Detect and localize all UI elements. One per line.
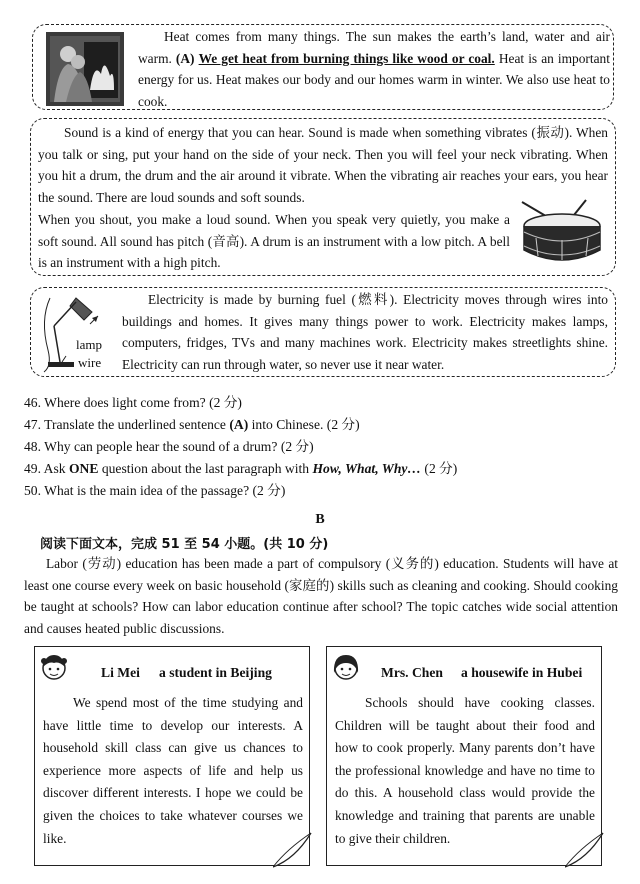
question-49-post: (2 分) xyxy=(421,461,458,476)
question-47 xyxy=(24,414,360,436)
question-47-pre: 47. Translate the underlined sentence xyxy=(24,417,230,432)
question-49-bolditalic: How, What, Why… xyxy=(312,461,422,476)
question-47-marker: (A) xyxy=(229,417,249,432)
page-curl-icon xyxy=(565,829,605,869)
question-50: 50. What is the main idea of the passage? (2 分) xyxy=(24,483,286,498)
question-49-mid: question about the last paragraph with xyxy=(98,461,313,476)
lamp-label: lamp xyxy=(76,337,102,352)
heat-underlined-sentence: We get heat from burning things like wood or coal. xyxy=(198,50,495,66)
question-47-post: into Chinese. (2 分) xyxy=(248,417,360,432)
question-49-pre: 49. Ask xyxy=(24,461,69,476)
wire-label: wire xyxy=(78,355,102,370)
card-li-mei xyxy=(34,646,310,866)
card-li-mei-role: a student in Beijing xyxy=(159,665,272,680)
girl-avatar-icon xyxy=(39,651,69,683)
card-mrs-chen xyxy=(326,646,602,866)
question-48: 48. Why can people hear the sound of a drum? (2 分) xyxy=(24,439,314,454)
question-49-bold: ONE xyxy=(68,461,99,476)
section-b-heading: B xyxy=(315,512,325,527)
heat-paragraph xyxy=(138,26,610,112)
card-mrs-chen-role: a housewife in Hubei xyxy=(461,665,583,680)
card-mrs-chen-header xyxy=(327,655,601,683)
card-li-mei-header xyxy=(35,655,309,683)
lamp-icon xyxy=(36,290,116,374)
heat-text-pre: Heat comes from many things. The sun makes the earth’s land, water and air warm. xyxy=(138,29,610,66)
heat-text-post: Heat is an important energy for us. Heat makes our body and our homes warm in winter. We also use heat to cook. xyxy=(138,50,610,109)
heat-marker: (A) xyxy=(175,50,195,66)
sound-paragraph-bottom: When you shout, you make a loud sound. When you speak very quietly, you make a soft sound. All sound has pitch (音高). A drum is an instrument with a low pitch. A bell is an instrument with a high pitch. xyxy=(38,212,510,271)
card-mrs-chen-name: Mrs. Chen xyxy=(381,665,443,680)
sound-paragraph-top: Sound is a kind of energy that you can hear. Sound is made when something vibrates (振动). When you talk or sing, put your hand on the side of your neck. Then you will feel your neck vibrating. When you hit a drum, the drum and the air around it vibrate. When the vibrating air reaches your ears, you hear the sound. There are loud sounds and soft sounds. xyxy=(38,125,608,205)
card-li-mei-text: We spend most of the time studying and have little time to develop our interests. A household skill class can give us chances to experience more aspects of life and help us discover different interests. I hope we could be given the choices to take whatever courses we like. xyxy=(43,695,303,846)
section-b-instruction: 阅读下面文本，完成 51 至 54 小题。(共 10 分) xyxy=(40,537,329,552)
section-b-intro: Labor (劳动) education has been made a part of compulsory (义务的) education. Students will have at least one course every week on basic household (家庭的) skills such as cleaning and cooking. Should cooking be taught at schools? How can labor education continue after school? The topic catches wide social attention and causes heated public discussions. xyxy=(24,556,618,636)
card-mrs-chen-text: Schools should have cooking classes. Children will be taught about their food and how to cook properly. Many parents don’t have the professional knowledge and have no time to do this. A household class would provide the knowledge and training that parents are unable to give their children. xyxy=(335,695,595,846)
electricity-paragraph: Electricity is made by burning fuel (燃料). Electricity moves through wires into buildings and homes. It gives many things power to work. Electricity makes lamps, computers, fridges, TVs and many machines work. Electricity makes streetlights shine. Electricity can run through water, so never use it near water. xyxy=(122,292,608,372)
fireplace-photo xyxy=(46,32,124,106)
question-49 xyxy=(24,458,457,480)
page-curl-icon xyxy=(273,829,313,869)
card-li-mei-name: Li Mei xyxy=(101,665,140,680)
question-46: 46. Where does light come from? (2 分) xyxy=(24,395,242,410)
drum-image xyxy=(516,198,606,268)
woman-avatar-icon xyxy=(331,651,361,683)
